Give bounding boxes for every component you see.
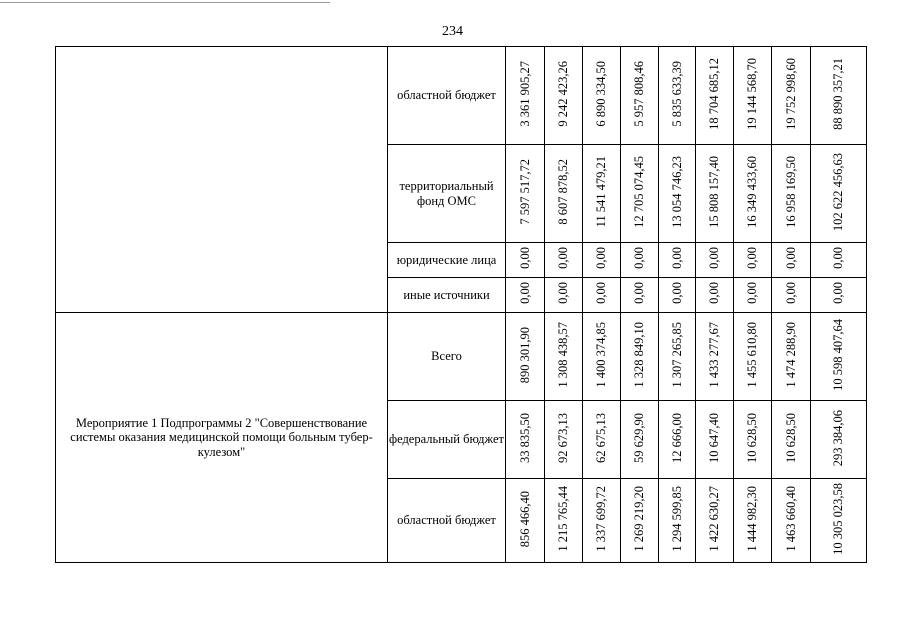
- value-cell: [545, 313, 583, 401]
- value-cell: [545, 145, 583, 243]
- value-cell: [734, 479, 772, 563]
- value-text: 293 384,06: [831, 409, 846, 466]
- value-cell: [734, 47, 772, 145]
- value-cell: [506, 479, 545, 563]
- page-number: 234: [442, 24, 463, 39]
- value-text: 0,00: [556, 247, 571, 270]
- value-text: 0,00: [517, 247, 532, 270]
- value-cell: [696, 47, 734, 145]
- event-cell: [56, 47, 388, 313]
- value-cell: [659, 145, 696, 243]
- value-cell: [811, 313, 867, 401]
- funding-source-cell: Всего: [388, 313, 506, 401]
- value-cell: [545, 243, 583, 278]
- value-text: 10 647,40: [707, 412, 722, 463]
- value-text: 10 628,50: [783, 412, 798, 463]
- value-cell: [734, 401, 772, 479]
- value-cell: [545, 479, 583, 563]
- value-cell: [545, 47, 583, 145]
- value-text: 9 242 423,26: [556, 61, 571, 127]
- value-cell: [659, 313, 696, 401]
- value-cell: [659, 278, 696, 313]
- value-text: 15 808 157,40: [707, 155, 722, 228]
- value-text: 1 422 630,27: [707, 486, 722, 552]
- value-text: 0,00: [632, 247, 647, 270]
- value-text: 0,00: [669, 282, 684, 305]
- funding-source-cell: федеральный бюджет: [388, 401, 506, 479]
- value-cell: [696, 401, 734, 479]
- value-text: 10 305 023,58: [831, 482, 846, 555]
- value-cell: [583, 243, 621, 278]
- funding-source-cell: иные источники: [388, 278, 506, 313]
- value-text: 33 835,50: [517, 412, 532, 463]
- value-cell: [811, 278, 867, 313]
- value-text: 0,00: [632, 282, 647, 305]
- value-text: 1 455 610,80: [745, 322, 760, 388]
- value-cell: [772, 401, 811, 479]
- value-cell: [545, 278, 583, 313]
- value-cell: [734, 313, 772, 401]
- value-cell: [696, 479, 734, 563]
- value-text: 5 835 633,39: [669, 61, 684, 127]
- value-cell: [772, 145, 811, 243]
- value-text: 890 301,90: [517, 326, 532, 383]
- value-text: 16 958 169,50: [783, 155, 798, 228]
- value-cell: [583, 278, 621, 313]
- value-cell: [696, 145, 734, 243]
- value-text: 0,00: [745, 282, 760, 305]
- value-text: 0,00: [707, 247, 722, 270]
- top-rule: [0, 2, 330, 3]
- value-text: 1 328 849,10: [632, 322, 647, 388]
- value-text: 6 890 334,50: [594, 61, 609, 127]
- value-text: 0,00: [783, 282, 798, 305]
- value-text: 62 675,13: [594, 412, 609, 463]
- value-text: 12 666,00: [669, 412, 684, 463]
- value-text: 13 054 746,23: [669, 155, 684, 228]
- value-cell: [734, 145, 772, 243]
- value-text: 19 752 998,60: [783, 57, 798, 130]
- value-cell: [506, 243, 545, 278]
- value-cell: [621, 278, 659, 313]
- value-text: 1 269 219,20: [632, 486, 647, 552]
- value-cell: [583, 401, 621, 479]
- value-cell: [506, 313, 545, 401]
- value-text: 856 466,40: [517, 490, 532, 547]
- value-text: 1 307 265,85: [669, 322, 684, 388]
- value-cell: [583, 479, 621, 563]
- value-text: 1 337 699,72: [594, 486, 609, 552]
- value-cell: [696, 278, 734, 313]
- value-cell: [772, 47, 811, 145]
- value-cell: [621, 243, 659, 278]
- funding-source-cell: областной бюджет: [388, 479, 506, 563]
- value-text: 1 433 277,67: [707, 322, 722, 388]
- value-text: 11 541 479,21: [594, 156, 609, 228]
- value-cell: [696, 243, 734, 278]
- value-text: 0,00: [669, 247, 684, 270]
- funding-source-cell: юридические лица: [388, 243, 506, 278]
- budget-table: [55, 46, 867, 563]
- value-text: 0,00: [517, 282, 532, 305]
- value-text: 16 349 433,60: [745, 155, 760, 228]
- value-cell: [659, 243, 696, 278]
- value-text: 10 598 407,64: [831, 318, 846, 391]
- value-cell: [621, 47, 659, 145]
- value-text: 0,00: [594, 247, 609, 270]
- value-cell: [621, 313, 659, 401]
- value-cell: [545, 401, 583, 479]
- value-text: 8 607 878,52: [556, 159, 571, 225]
- value-cell: [506, 47, 545, 145]
- value-cell: [659, 47, 696, 145]
- value-cell: [583, 313, 621, 401]
- value-text: 1 444 982,30: [745, 486, 760, 552]
- value-cell: [583, 145, 621, 243]
- value-cell: [772, 278, 811, 313]
- value-text: 5 957 808,46: [632, 61, 647, 127]
- value-text: 1 400 374,85: [594, 322, 609, 388]
- value-text: 0,00: [745, 247, 760, 270]
- value-text: 92 673,13: [556, 412, 571, 463]
- value-text: 3 361 905,27: [517, 61, 532, 127]
- value-cell: [621, 401, 659, 479]
- value-cell: [696, 313, 734, 401]
- value-text: 19 144 568,70: [745, 57, 760, 130]
- value-text: 102 622 456,63: [831, 152, 846, 231]
- value-text: 1 474 288,90: [783, 322, 798, 388]
- value-text: 59 629,90: [632, 412, 647, 463]
- value-cell: [659, 401, 696, 479]
- value-cell: [772, 479, 811, 563]
- value-cell: [734, 243, 772, 278]
- funding-source-cell: областной бюджет: [388, 47, 506, 145]
- value-cell: [506, 278, 545, 313]
- value-cell: [506, 401, 545, 479]
- value-cell: [811, 145, 867, 243]
- value-cell: [734, 278, 772, 313]
- value-text: 0,00: [594, 282, 609, 305]
- value-text: 0,00: [831, 282, 846, 305]
- value-cell: [583, 47, 621, 145]
- value-text: 0,00: [556, 282, 571, 305]
- value-text: 88 890 357,21: [831, 57, 846, 130]
- event-cell: Мероприятие 1 Подпрограммы 2 "Совершенствование системы оказания медицинской помощи больным тубер-кулезом": [56, 313, 388, 563]
- value-text: 0,00: [783, 247, 798, 270]
- value-cell: [621, 479, 659, 563]
- value-text: 1 308 438,57: [556, 322, 571, 388]
- value-text: 7 597 517,72: [517, 159, 532, 225]
- value-cell: [811, 243, 867, 278]
- value-cell: [506, 145, 545, 243]
- value-cell: [772, 313, 811, 401]
- funding-source-cell: территориальный фонд ОМС: [388, 145, 506, 243]
- value-text: 1 463 660,40: [783, 486, 798, 552]
- value-cell: [659, 479, 696, 563]
- value-text: 0,00: [831, 247, 846, 270]
- value-text: 0,00: [707, 282, 722, 305]
- value-cell: [811, 401, 867, 479]
- value-text: 10 628,50: [745, 412, 760, 463]
- value-text: 1 294 599,85: [669, 486, 684, 552]
- value-cell: [811, 479, 867, 563]
- value-cell: [811, 47, 867, 145]
- value-cell: [772, 243, 811, 278]
- value-text: 18 704 685,12: [707, 57, 722, 130]
- value-cell: [621, 145, 659, 243]
- table-row: [56, 47, 867, 145]
- table-row: [56, 313, 867, 401]
- value-text: 12 705 074,45: [632, 155, 647, 228]
- value-text: 1 215 765,44: [556, 486, 571, 552]
